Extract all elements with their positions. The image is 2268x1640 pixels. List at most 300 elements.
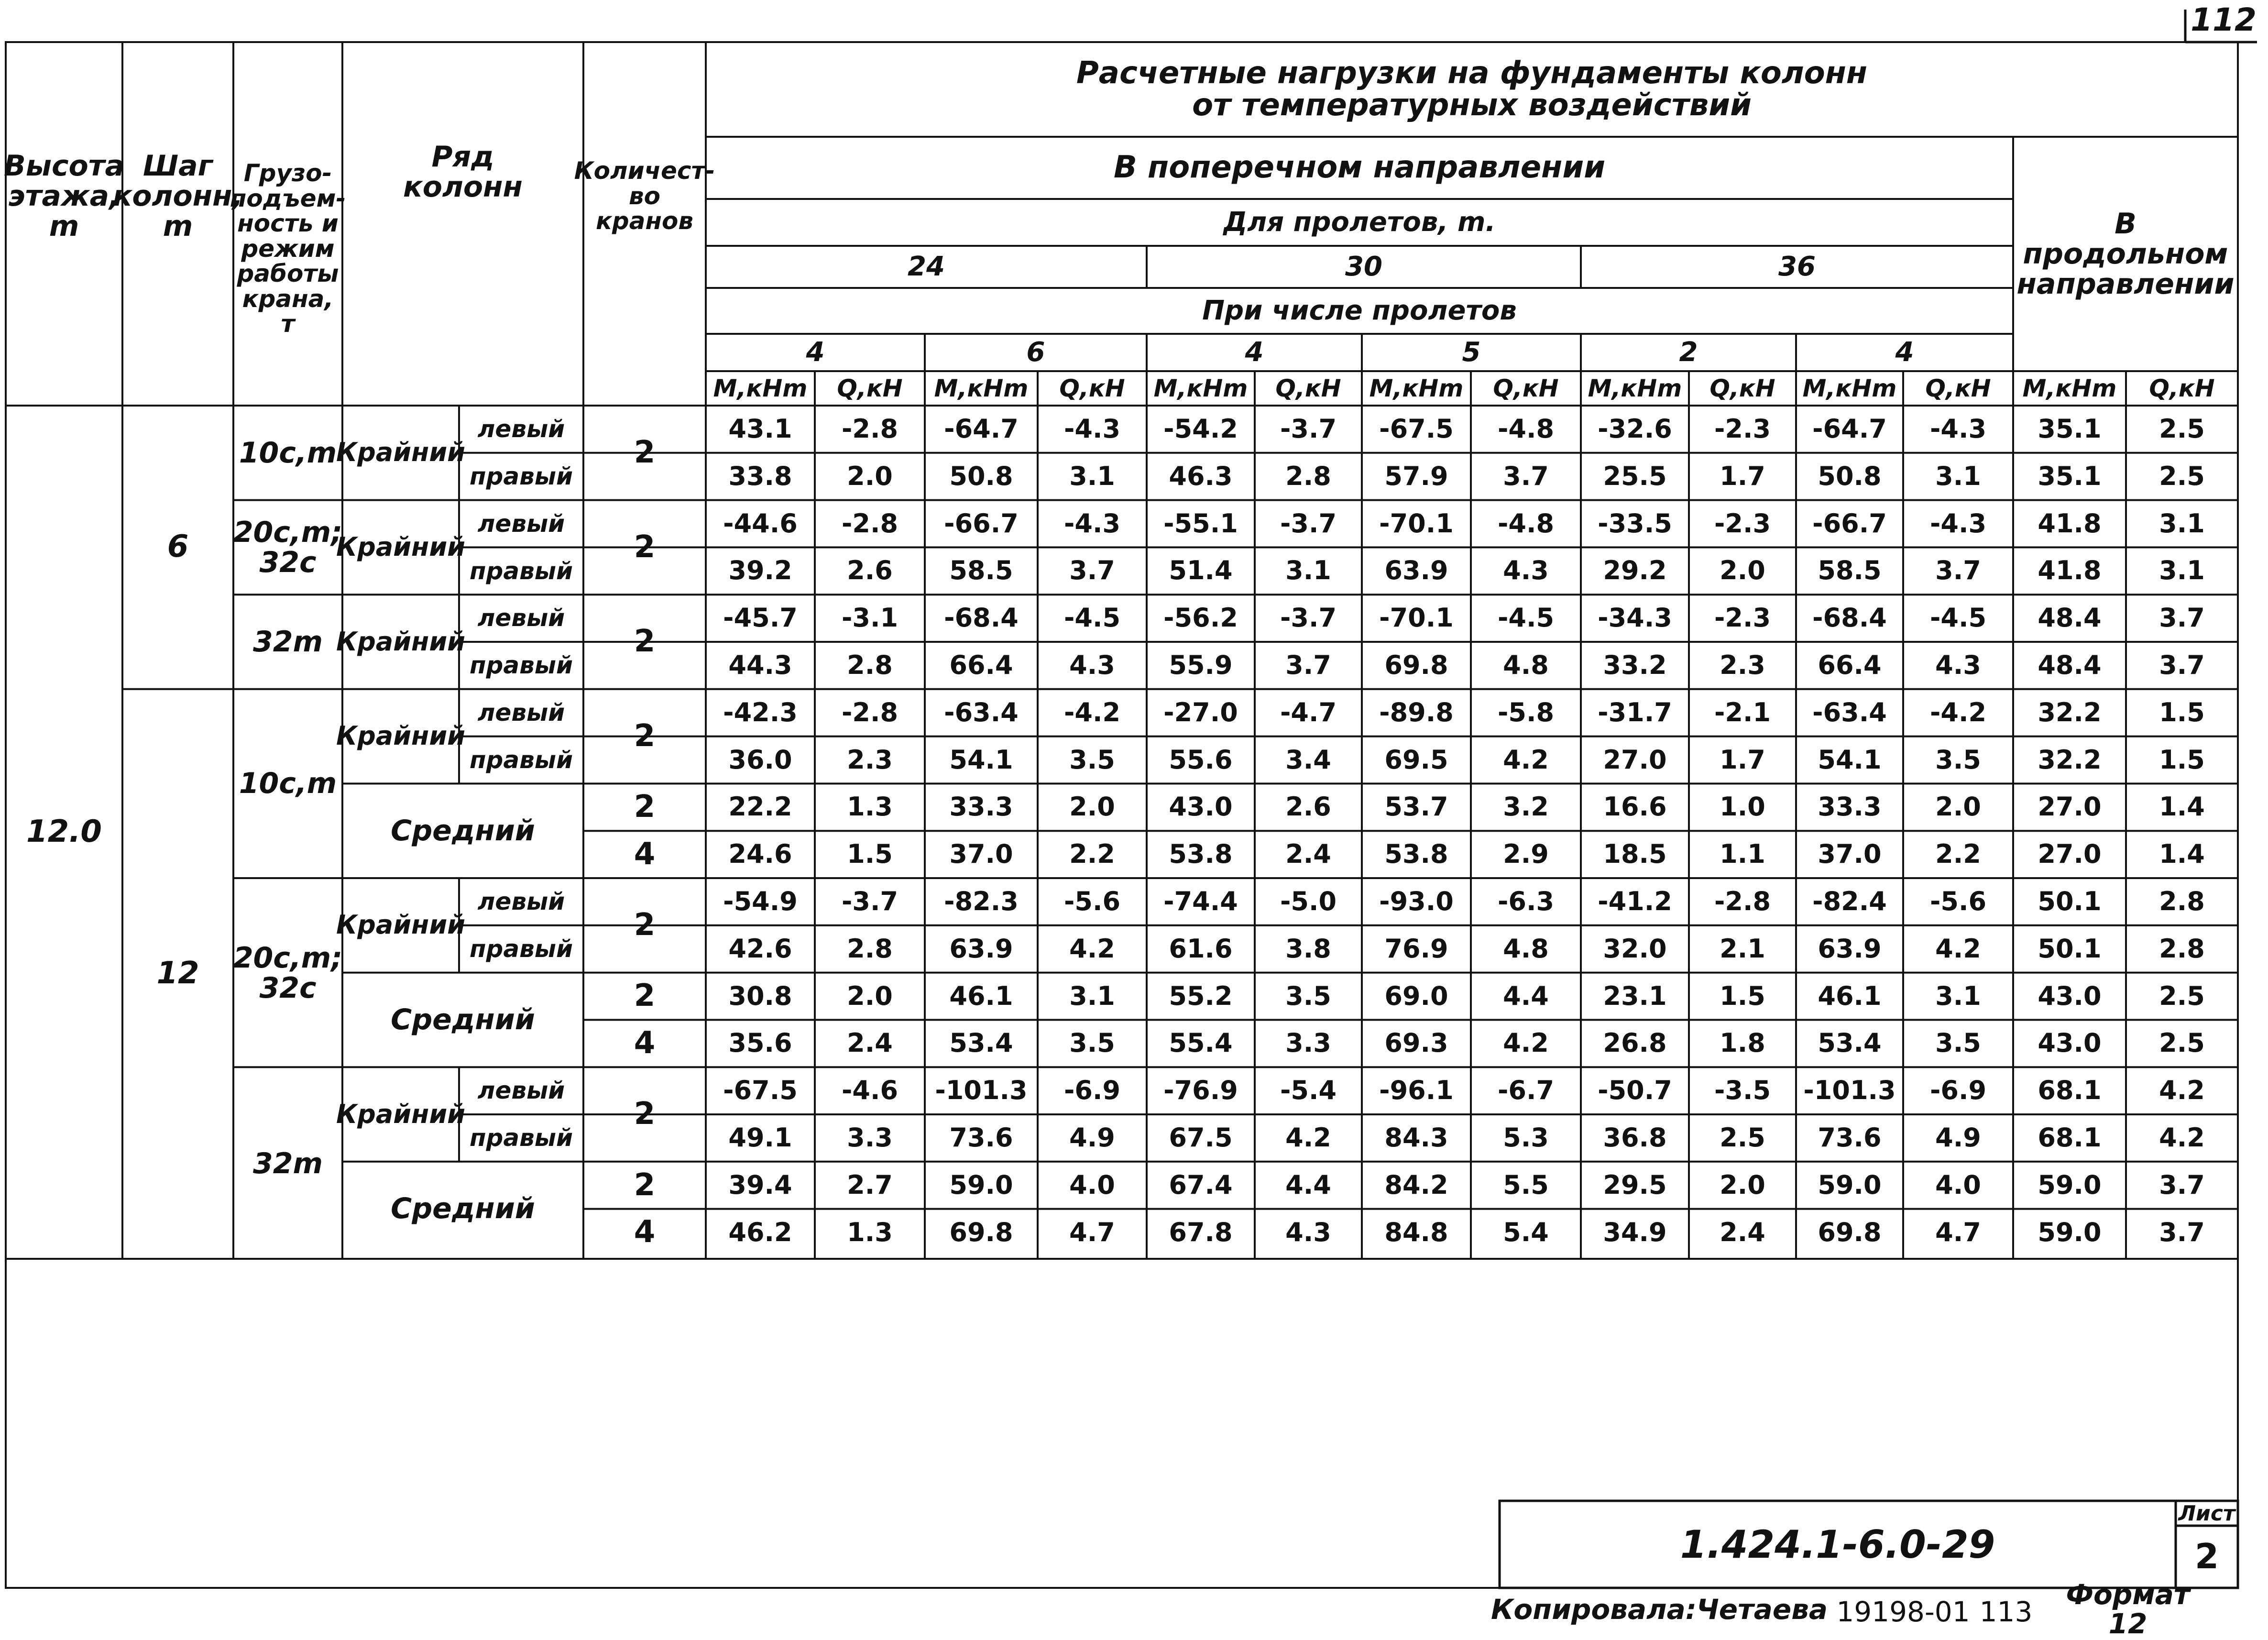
shear-cell: 3.8 — [1285, 933, 1331, 964]
moment-cell: 67.5 — [1169, 1123, 1233, 1153]
shear-cell: 4.2 — [1069, 933, 1115, 964]
shear-cell: 2.0 — [847, 461, 893, 491]
moment-cell: 58.5 — [1818, 555, 1882, 586]
moment-cell: -41.2 — [1598, 886, 1672, 917]
header-crane-count: Количест- во кранов — [574, 157, 715, 235]
shear-unit-label: Q,кН — [1493, 374, 1559, 402]
shear-cell: 4.2 — [1285, 1123, 1331, 1153]
shear-cell: 3.1 — [1935, 980, 1981, 1011]
moment-cell: -54.9 — [723, 886, 798, 917]
crane-count: 2 — [634, 1096, 656, 1132]
shear-cell: 2.2 — [1935, 839, 1981, 870]
shear-cell: 3.7 — [2159, 603, 2205, 633]
shear-cell: 4.7 — [1069, 1217, 1115, 1247]
shear-cell: 3.7 — [1069, 555, 1115, 586]
shear-cell: 3.1 — [1069, 980, 1115, 1011]
moment-cell: 39.4 — [728, 1169, 792, 1200]
shear-cell: 3.1 — [1935, 461, 1981, 491]
shear-cell: 4.0 — [1935, 1169, 1981, 1200]
moment-cell: 55.9 — [1169, 650, 1233, 681]
moment-cell: 54.1 — [1818, 744, 1882, 775]
moment-cell: 69.8 — [1818, 1217, 1882, 1247]
moment-cell: 33.8 — [728, 461, 792, 491]
shear-cell: -2.3 — [1714, 414, 1771, 444]
shear-cell: -4.7 — [1280, 697, 1337, 727]
moment-cell: 30.8 — [728, 980, 792, 1011]
moment-cell: 50.8 — [1818, 461, 1882, 491]
moment-cell: -44.6 — [723, 508, 798, 539]
moment-cell: 16.6 — [1603, 792, 1667, 822]
format-label: Формат 12 — [2066, 1578, 2190, 1640]
shear-cell: 2.8 — [2159, 886, 2205, 917]
crane-count: 2 — [634, 789, 656, 825]
shear-cell: -6.9 — [1063, 1075, 1121, 1106]
row-label-middle: Средний — [391, 814, 535, 848]
shear-cell: 2.5 — [2159, 414, 2205, 444]
row-label-middle: Средний — [391, 1192, 535, 1226]
moment-cell: 59.0 — [2038, 1217, 2102, 1247]
sheet-number: 2 — [2194, 1536, 2219, 1577]
shear-cell: 1.0 — [1720, 792, 1765, 822]
moment-cell: -27.0 — [1163, 697, 1238, 727]
moment-unit-label: M,кНm — [2022, 374, 2117, 402]
document-code: 1.424.1-6.0-29 — [1680, 1522, 1995, 1567]
crane-count: 2 — [634, 978, 656, 1014]
shear-cell: -2.1 — [1714, 697, 1771, 727]
crane-count: 4 — [634, 836, 656, 872]
shear-cell: 2.0 — [1069, 792, 1115, 822]
moment-cell: 42.6 — [728, 933, 792, 964]
page-corner-number: 112 — [2191, 1, 2257, 39]
moment-cell: 69.5 — [1384, 744, 1448, 775]
moment-cell: -50.7 — [1598, 1075, 1672, 1106]
moment-cell: 50.8 — [949, 461, 1013, 491]
shear-cell: 2.8 — [847, 933, 893, 964]
shear-cell: -5.8 — [1497, 697, 1555, 727]
shear-cell: 1.5 — [2159, 744, 2205, 775]
row-label-extreme: Крайний — [336, 721, 466, 751]
moment-cell: -76.9 — [1163, 1075, 1238, 1106]
moment-cell: 43.1 — [728, 414, 792, 444]
moment-cell: 48.4 — [2038, 650, 2102, 681]
moment-cell: -68.4 — [944, 603, 1019, 633]
moment-cell: 27.0 — [1603, 744, 1667, 775]
moment-cell: -70.1 — [1379, 508, 1454, 539]
moment-cell: 50.1 — [2038, 933, 2102, 964]
shear-cell: 3.5 — [1069, 1028, 1115, 1058]
shear-cell: 4.8 — [1503, 650, 1549, 681]
copied-by: Копировала:Четаева — [1490, 1593, 1828, 1626]
moment-cell: 84.3 — [1384, 1123, 1448, 1153]
shear-cell: 1.8 — [1720, 1028, 1765, 1058]
shear-cell: -4.3 — [1063, 508, 1121, 539]
moment-cell: -54.2 — [1163, 414, 1238, 444]
moment-cell: 53.8 — [1384, 839, 1448, 870]
moment-cell: 59.0 — [949, 1169, 1013, 1200]
moment-cell: 55.2 — [1169, 980, 1233, 1011]
moment-cell: 41.8 — [2038, 555, 2102, 586]
shear-cell: -4.3 — [1929, 414, 1987, 444]
moment-cell: 29.2 — [1603, 555, 1667, 586]
capacity-20-b: 20с,m; 32с — [233, 941, 343, 1005]
row-label-right: правый — [470, 1124, 573, 1152]
moment-cell: 66.4 — [1818, 650, 1882, 681]
moment-cell: 27.0 — [2038, 792, 2102, 822]
capacity-10-b: 10с,m — [239, 766, 337, 800]
span-count-5: 2 — [1679, 336, 1698, 368]
moment-cell: 33.3 — [1818, 792, 1882, 822]
span-count-1: 4 — [806, 336, 825, 368]
header-column-step: Шаг колонн, m — [112, 149, 243, 243]
floor-height-value: 12.0 — [26, 814, 102, 850]
row-label-left: левый — [477, 509, 565, 538]
shear-cell: -4.5 — [1063, 603, 1121, 633]
moment-cell: -89.8 — [1379, 697, 1454, 727]
shear-cell: 2.9 — [1503, 839, 1549, 870]
shear-cell: -4.2 — [1929, 697, 1987, 727]
shear-cell: 3.2 — [1503, 792, 1549, 822]
shear-cell: -2.8 — [841, 414, 898, 444]
moment-cell: 69.8 — [949, 1217, 1013, 1247]
header-transverse: В поперечном направлении — [1113, 150, 1606, 186]
shear-cell: -3.7 — [841, 886, 898, 917]
shear-cell: -3.7 — [1280, 414, 1337, 444]
moment-cell: 84.8 — [1384, 1217, 1448, 1247]
moment-cell: 46.1 — [949, 980, 1013, 1011]
shear-cell: -3.7 — [1280, 603, 1337, 633]
shear-cell: -2.8 — [841, 508, 898, 539]
row-label-right: правый — [470, 746, 573, 774]
shear-cell: 4.2 — [2159, 1123, 2205, 1153]
moment-cell: 55.6 — [1169, 744, 1233, 775]
row-label-left: левый — [477, 698, 565, 726]
moment-cell: -70.1 — [1379, 603, 1454, 633]
shear-cell: -4.5 — [1497, 603, 1555, 633]
moment-unit-label: M,кНm — [934, 374, 1029, 402]
moment-cell: 66.4 — [949, 650, 1013, 681]
shear-cell: 2.5 — [2159, 461, 2205, 491]
shear-cell: 4.2 — [1503, 744, 1549, 775]
moment-cell: 29.5 — [1603, 1169, 1667, 1200]
shear-cell: 4.8 — [1503, 933, 1549, 964]
shear-unit-label: Q,кН — [1059, 374, 1125, 402]
shear-cell: 4.0 — [1069, 1169, 1115, 1200]
shear-cell: 1.7 — [1720, 461, 1765, 491]
moment-cell: 69.8 — [1384, 650, 1448, 681]
shear-cell: 3.4 — [1285, 744, 1331, 775]
shear-cell: -5.6 — [1929, 886, 1987, 917]
capacity-20-a: 20с,m; 32с — [233, 516, 343, 579]
header-span-30: 30 — [1345, 251, 1382, 282]
moment-cell: 58.5 — [949, 555, 1013, 586]
shear-cell: -2.8 — [1714, 886, 1771, 917]
shear-cell: 1.5 — [2159, 697, 2205, 727]
shear-cell: 2.6 — [1285, 792, 1331, 822]
shear-cell: -2.8 — [841, 697, 898, 727]
moment-cell: 35.1 — [2038, 414, 2102, 444]
shear-cell: 2.6 — [847, 555, 893, 586]
shear-cell: 4.4 — [1503, 980, 1549, 1011]
shear-cell: 3.7 — [1503, 461, 1549, 491]
shear-cell: 3.7 — [2159, 1217, 2205, 1247]
moment-cell: 69.0 — [1384, 980, 1448, 1011]
crane-count: 2 — [634, 624, 656, 660]
order-number: 19198-01 — [1836, 1595, 1970, 1628]
shear-cell: 5.5 — [1503, 1169, 1549, 1200]
moment-cell: 50.1 — [2038, 886, 2102, 917]
moment-cell: -67.5 — [1379, 414, 1454, 444]
moment-cell: -66.7 — [944, 508, 1019, 539]
moment-cell: 54.1 — [949, 744, 1013, 775]
shear-cell: -6.7 — [1497, 1075, 1555, 1106]
moment-cell: 44.3 — [728, 650, 792, 681]
shear-cell: -2.3 — [1714, 508, 1771, 539]
moment-cell: -74.4 — [1163, 886, 1238, 917]
moment-cell: 68.1 — [2038, 1075, 2102, 1106]
step-6-value: 6 — [167, 529, 189, 565]
shear-cell: 4.2 — [2159, 1075, 2205, 1106]
shear-cell: 2.4 — [847, 1028, 893, 1058]
moment-cell: 67.8 — [1169, 1217, 1233, 1247]
moment-cell: 33.2 — [1603, 650, 1667, 681]
shear-cell: 3.7 — [1935, 555, 1981, 586]
shear-cell: 3.1 — [1285, 555, 1331, 586]
crane-count: 2 — [634, 529, 656, 565]
header-crane-capacity: Грузо- подъем- ность и режим работы крана, т — [230, 159, 346, 338]
row-label-left: левый — [477, 604, 565, 632]
moment-cell: 27.0 — [2038, 839, 2102, 870]
shear-cell: -5.6 — [1063, 886, 1121, 917]
header-floor-height: Высота этажа, m — [3, 149, 125, 243]
moment-cell: -82.4 — [1812, 886, 1887, 917]
moment-cell: 76.9 — [1384, 933, 1448, 964]
moment-cell: -42.3 — [723, 697, 798, 727]
shear-cell: 2.3 — [1720, 650, 1765, 681]
header-title: Расчетные нагрузки на фундаменты колонн от температурных воздействий — [1076, 55, 1868, 123]
shear-cell: 4.3 — [1285, 1217, 1331, 1247]
moment-cell: -63.4 — [944, 697, 1019, 727]
moment-cell: 36.0 — [728, 744, 792, 775]
capacity-10-a: 10с,m — [239, 436, 337, 470]
step-12-value: 12 — [156, 956, 199, 991]
row-label-right: правый — [470, 462, 573, 490]
moment-cell: -101.3 — [1803, 1075, 1896, 1106]
row-label-left: левый — [477, 1077, 565, 1105]
sheet-label: Лист — [2178, 1501, 2235, 1526]
moment-cell: -64.7 — [1812, 414, 1887, 444]
moment-cell: 63.9 — [1384, 555, 1448, 586]
shear-cell: 2.0 — [1720, 555, 1765, 586]
row-label-extreme: Крайний — [336, 532, 466, 562]
header-number-of-spans: При числе пролетов — [1202, 295, 1517, 326]
shear-cell: 4.3 — [1935, 650, 1981, 681]
moment-cell: 68.1 — [2038, 1123, 2102, 1153]
shear-cell: 2.5 — [1720, 1123, 1765, 1153]
moment-cell: 35.1 — [2038, 461, 2102, 491]
moment-cell: -63.4 — [1812, 697, 1887, 727]
shear-cell: -3.7 — [1280, 508, 1337, 539]
moment-unit-label: M,кНm — [713, 374, 808, 402]
shear-cell: 4.7 — [1935, 1217, 1981, 1247]
shear-cell: 2.1 — [1720, 933, 1765, 964]
shear-unit-label: Q,кН — [1275, 374, 1341, 402]
moment-cell: 67.4 — [1169, 1169, 1233, 1200]
moment-unit-label: M,кНm — [1369, 374, 1464, 402]
shear-cell: 3.7 — [2159, 1169, 2205, 1200]
moment-cell: 46.1 — [1818, 980, 1882, 1011]
shear-cell: 3.7 — [1285, 650, 1331, 681]
moment-cell: 32.2 — [2038, 697, 2102, 727]
header-longitudinal: В продольном направлении — [2016, 207, 2235, 301]
shear-cell: 2.8 — [847, 650, 893, 681]
shear-cell: 1.4 — [2159, 839, 2205, 870]
shear-cell: -4.5 — [1929, 603, 1987, 633]
shear-cell: 4.4 — [1285, 1169, 1331, 1200]
shear-cell: -3.5 — [1714, 1075, 1771, 1106]
moment-cell: 49.1 — [728, 1123, 792, 1153]
moment-cell: -33.5 — [1598, 508, 1672, 539]
moment-cell: 32.0 — [1603, 933, 1667, 964]
shear-cell: 3.1 — [2159, 555, 2205, 586]
row-label-extreme: Крайний — [336, 437, 466, 468]
shear-cell: 1.1 — [1720, 839, 1765, 870]
moment-cell: 34.9 — [1603, 1217, 1667, 1247]
crane-count: 2 — [634, 1167, 656, 1203]
shear-cell: -4.6 — [841, 1075, 898, 1106]
moment-cell: 73.6 — [1818, 1123, 1882, 1153]
shear-cell: 2.2 — [1069, 839, 1115, 870]
moment-cell: 22.2 — [728, 792, 792, 822]
shear-cell: -4.8 — [1497, 508, 1555, 539]
moment-cell: 26.8 — [1603, 1028, 1667, 1058]
shear-cell: 3.3 — [1285, 1028, 1331, 1058]
shear-cell: 3.5 — [1285, 980, 1331, 1011]
moment-cell: -67.5 — [723, 1075, 798, 1106]
moment-cell: 48.4 — [2038, 603, 2102, 633]
shear-unit-label: Q,кН — [1925, 374, 1991, 402]
shear-cell: -4.3 — [1063, 414, 1121, 444]
moment-cell: -101.3 — [935, 1075, 1028, 1106]
row-label-right: правый — [470, 557, 573, 585]
shear-cell: 2.5 — [2159, 1028, 2205, 1058]
shear-cell: 2.8 — [1285, 461, 1331, 491]
moment-cell: 53.4 — [1818, 1028, 1882, 1058]
shear-cell: 1.7 — [1720, 744, 1765, 775]
moment-cell: -93.0 — [1379, 886, 1454, 917]
shear-cell: 3.1 — [1069, 461, 1115, 491]
moment-cell: 61.6 — [1169, 933, 1233, 964]
crane-count: 2 — [634, 435, 656, 471]
moment-cell: 41.8 — [2038, 508, 2102, 539]
shear-cell: -5.0 — [1280, 886, 1337, 917]
shear-cell: 4.2 — [1503, 1028, 1549, 1058]
moment-cell: 73.6 — [949, 1123, 1013, 1153]
shear-cell: 2.0 — [1720, 1169, 1765, 1200]
moment-cell: 69.3 — [1384, 1028, 1448, 1058]
crane-count: 4 — [634, 1214, 656, 1250]
moment-cell: -34.3 — [1598, 603, 1672, 633]
span-count-4: 5 — [1462, 336, 1481, 368]
moment-cell: -45.7 — [723, 603, 798, 633]
shear-unit-label: Q,кН — [837, 374, 903, 402]
row-label-right: правый — [470, 651, 573, 680]
shear-cell: -4.8 — [1497, 414, 1555, 444]
shear-cell: 1.3 — [847, 1217, 893, 1247]
shear-cell: -4.3 — [1929, 508, 1987, 539]
moment-cell: 53.8 — [1169, 839, 1233, 870]
shear-cell: 4.9 — [1069, 1123, 1115, 1153]
crane-count: 4 — [634, 1025, 656, 1061]
shear-cell: 4.2 — [1935, 933, 1981, 964]
moment-cell: 32.2 — [2038, 744, 2102, 775]
shear-cell: 1.4 — [2159, 792, 2205, 822]
moment-cell: 51.4 — [1169, 555, 1233, 586]
shear-cell: -3.1 — [841, 603, 898, 633]
moment-cell: 63.9 — [949, 933, 1013, 964]
header-column-row: Ряд колонн — [403, 140, 523, 204]
shear-cell: 3.5 — [1935, 744, 1981, 775]
span-count-3: 4 — [1245, 336, 1264, 368]
shear-cell: 5.4 — [1503, 1217, 1549, 1247]
sheet-index: 113 — [1979, 1595, 2033, 1628]
row-label-left: левый — [477, 415, 565, 443]
shear-cell: 4.3 — [1503, 555, 1549, 586]
shear-cell: 1.3 — [847, 792, 893, 822]
moment-cell: 59.0 — [1818, 1169, 1882, 1200]
span-count-6: 4 — [1895, 336, 1914, 368]
crane-count: 2 — [634, 907, 656, 943]
header-span-36: 36 — [1778, 251, 1816, 282]
moment-unit-label: M,кНm — [1153, 374, 1248, 402]
shear-cell: 2.8 — [2159, 933, 2205, 964]
shear-unit-label: Q,кН — [2149, 374, 2215, 402]
crane-count: 2 — [634, 718, 656, 754]
capacity-32-b: 32m — [252, 1146, 323, 1180]
moment-cell: -55.1 — [1163, 508, 1238, 539]
moment-cell: 84.2 — [1384, 1169, 1448, 1200]
moment-cell: -31.7 — [1598, 697, 1672, 727]
row-label-right: правый — [470, 935, 573, 963]
shear-cell: 1.5 — [847, 839, 893, 870]
moment-cell: 59.0 — [2038, 1169, 2102, 1200]
shear-cell: 4.3 — [1069, 650, 1115, 681]
row-label-middle: Средний — [391, 1002, 535, 1036]
moment-cell: 43.0 — [2038, 1028, 2102, 1058]
shear-cell: 4.9 — [1935, 1123, 1981, 1153]
shear-cell: -6.9 — [1929, 1075, 1987, 1106]
shear-cell: 2.5 — [2159, 980, 2205, 1011]
moment-cell: -96.1 — [1379, 1075, 1454, 1106]
shear-cell: 2.7 — [847, 1169, 893, 1200]
moment-cell: 46.3 — [1169, 461, 1233, 491]
moment-cell: 46.2 — [728, 1217, 792, 1247]
moment-cell: 43.0 — [1169, 792, 1233, 822]
moment-cell: 55.4 — [1169, 1028, 1233, 1058]
moment-cell: 36.8 — [1603, 1123, 1667, 1153]
shear-cell: 2.3 — [847, 744, 893, 775]
moment-unit-label: M,кНm — [1802, 374, 1897, 402]
row-label-extreme: Крайний — [336, 626, 466, 657]
shear-cell: 5.3 — [1503, 1123, 1549, 1153]
moment-cell: -66.7 — [1812, 508, 1887, 539]
moment-cell: 53.7 — [1384, 792, 1448, 822]
shear-cell: 2.0 — [1935, 792, 1981, 822]
moment-cell: 18.5 — [1603, 839, 1667, 870]
header-for-spans: Для пролетов, m. — [1223, 206, 1496, 238]
moment-cell: -82.3 — [944, 886, 1019, 917]
moment-cell: 63.9 — [1818, 933, 1882, 964]
shear-cell: 3.5 — [1069, 744, 1115, 775]
